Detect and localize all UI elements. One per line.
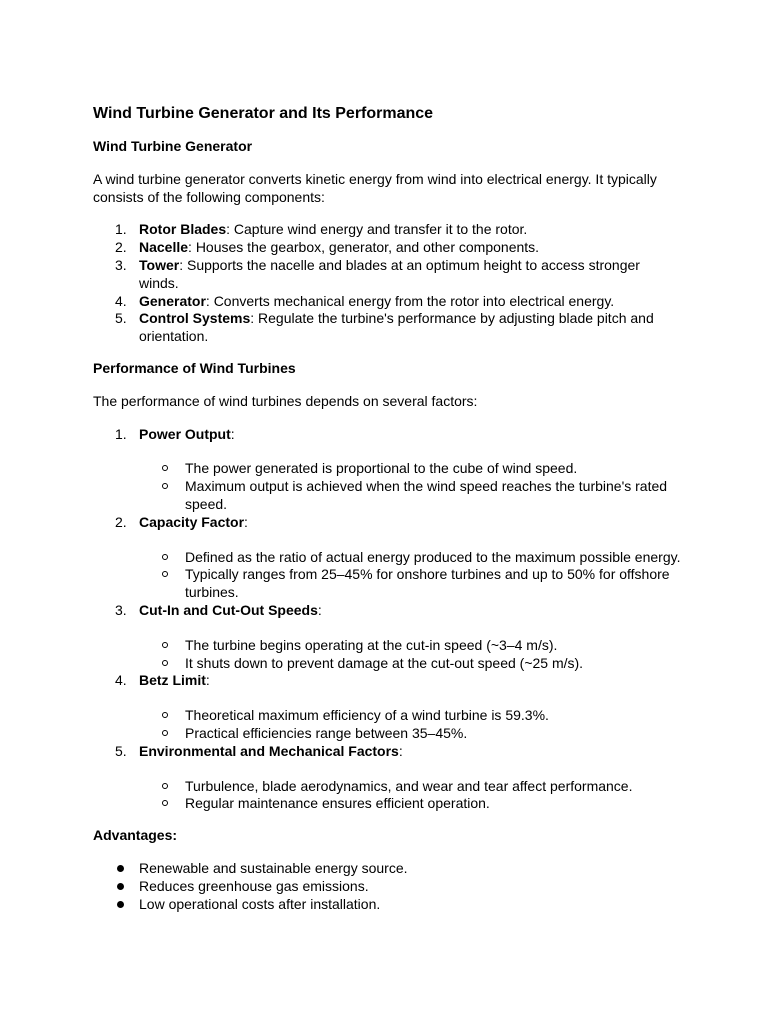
section-heading-performance: Performance of Wind Turbines [93, 359, 296, 376]
list-number: 5. [115, 742, 127, 759]
list-item [139, 725, 683, 743]
list-number: 3. [115, 601, 127, 618]
factor-point: Turbulence, blade aerodynamics, and wear and tear affect performance. [185, 777, 633, 794]
factor-term: Power Output [139, 425, 231, 442]
factor-suffix: : [230, 425, 235, 442]
document-page [93, 104, 683, 913]
performance-intro: The performance of wind turbines depends on several factors: [93, 392, 478, 409]
generator-intro: A wind turbine generator converts kinetic energy from wind into electrical energy. It typically consists of the following components: [93, 170, 657, 205]
factor-point: Theoretical maximum efficiency of a wind turbine is 59.3%. [185, 707, 549, 724]
advantage-text: Low operational costs after installation. [139, 895, 381, 912]
hollow-bullet-icon [162, 554, 168, 560]
list-item [93, 257, 683, 293]
factors-list [93, 426, 683, 814]
components-list [93, 221, 683, 346]
list-item [139, 707, 683, 725]
factor-points [139, 637, 683, 673]
list-item [139, 655, 683, 673]
list-item [93, 743, 683, 813]
factor-suffix: : [398, 742, 403, 759]
list-item [93, 293, 683, 311]
list-item [93, 896, 683, 914]
hollow-bullet-icon [162, 660, 168, 666]
list-item [139, 549, 683, 567]
hollow-bullet-icon [162, 642, 168, 648]
list-item [139, 478, 683, 514]
list-item [139, 637, 683, 655]
list-number: 1. [115, 221, 127, 238]
hollow-bullet-icon [162, 571, 168, 577]
list-number: 4. [115, 672, 127, 689]
bullet-icon [117, 865, 124, 872]
factor-suffix: : [244, 513, 248, 530]
component-desc: : Converts mechanical energy from the rotor into electrical energy. [205, 292, 615, 309]
factor-point: Typically ranges from 25–45% for onshore turbines and up to 50% for offshore turbines. [185, 566, 670, 601]
list-item [139, 566, 683, 602]
component-desc: : Capture wind energy and transfer it to the rotor. [226, 221, 528, 238]
factor-point: The power generated is proportional to the cube of wind speed. [185, 460, 578, 477]
factor-point: It shuts down to prevent damage at the cut-out speed (~25 m/s). [185, 654, 584, 671]
list-number: 1. [115, 425, 127, 442]
factor-suffix: : [205, 672, 210, 689]
factor-points [139, 549, 683, 602]
list-number: 4. [115, 292, 127, 309]
component-term: Rotor Blades [139, 221, 227, 238]
factor-point: Defined as the ratio of actual energy produced to the maximum possible energy. [185, 548, 681, 565]
list-item [139, 778, 683, 796]
component-desc: : Houses the gearbox, generator, and other components. [188, 239, 540, 256]
component-term: Tower [139, 256, 180, 273]
list-item [93, 514, 683, 602]
hollow-bullet-icon [162, 483, 168, 489]
hollow-bullet-icon [162, 712, 168, 718]
list-number: 2. [115, 239, 127, 256]
factor-suffix: : [317, 601, 322, 618]
list-item [139, 460, 683, 478]
list-number: 5. [115, 310, 127, 327]
factor-term: Cut-In and Cut-Out Speeds [139, 601, 318, 618]
factor-point: Practical efficiencies range between 35–45%. [185, 724, 468, 741]
factor-point: Regular maintenance ensures efficient operation. [185, 795, 490, 812]
factor-term: Betz Limit [139, 672, 206, 689]
list-item [93, 602, 683, 672]
list-item [93, 860, 683, 878]
document-title: Wind Turbine Generator and Its Performance [93, 105, 434, 122]
section-heading-generator: Wind Turbine Generator [93, 138, 253, 154]
hollow-bullet-icon [162, 800, 168, 806]
list-number: 3. [115, 256, 127, 273]
component-term: Control Systems [139, 310, 251, 327]
component-desc: : Supports the nacelle and blades at an optimum height to access stronger winds. [139, 256, 640, 291]
list-item [93, 310, 683, 346]
list-item [139, 795, 683, 813]
hollow-bullet-icon [162, 783, 168, 789]
list-item [93, 672, 683, 742]
hollow-bullet-icon [162, 465, 168, 471]
factor-point: Maximum output is achieved when the wind speed reaches the turbine's rated speed. [185, 478, 668, 512]
hollow-bullet-icon [162, 730, 168, 736]
list-number: 2. [115, 513, 127, 530]
list-item [93, 221, 683, 239]
list-item [93, 878, 683, 896]
factor-points [139, 778, 683, 814]
factor-point: The turbine begins operating at the cut-in speed (~3–4 m/s). [185, 636, 558, 653]
advantages-list [93, 860, 683, 913]
factor-term: Capacity Factor [139, 513, 245, 530]
list-item [93, 239, 683, 257]
bullet-icon [117, 901, 124, 908]
list-item [93, 426, 683, 514]
factor-term: Environmental and Mechanical Factors [139, 742, 399, 759]
component-desc: : Regulate the turbine's performance by adjusting blade pitch and orientation. [139, 310, 654, 345]
bullet-icon [117, 883, 124, 890]
section-heading-advantages: Advantages: [93, 827, 178, 844]
factor-points [139, 707, 683, 743]
component-term: Nacelle [139, 239, 189, 256]
advantage-text: Reduces greenhouse gas emissions. [139, 877, 369, 894]
component-term: Generator [139, 292, 206, 309]
factor-points [139, 460, 683, 513]
advantage-text: Renewable and sustainable energy source. [139, 859, 408, 876]
